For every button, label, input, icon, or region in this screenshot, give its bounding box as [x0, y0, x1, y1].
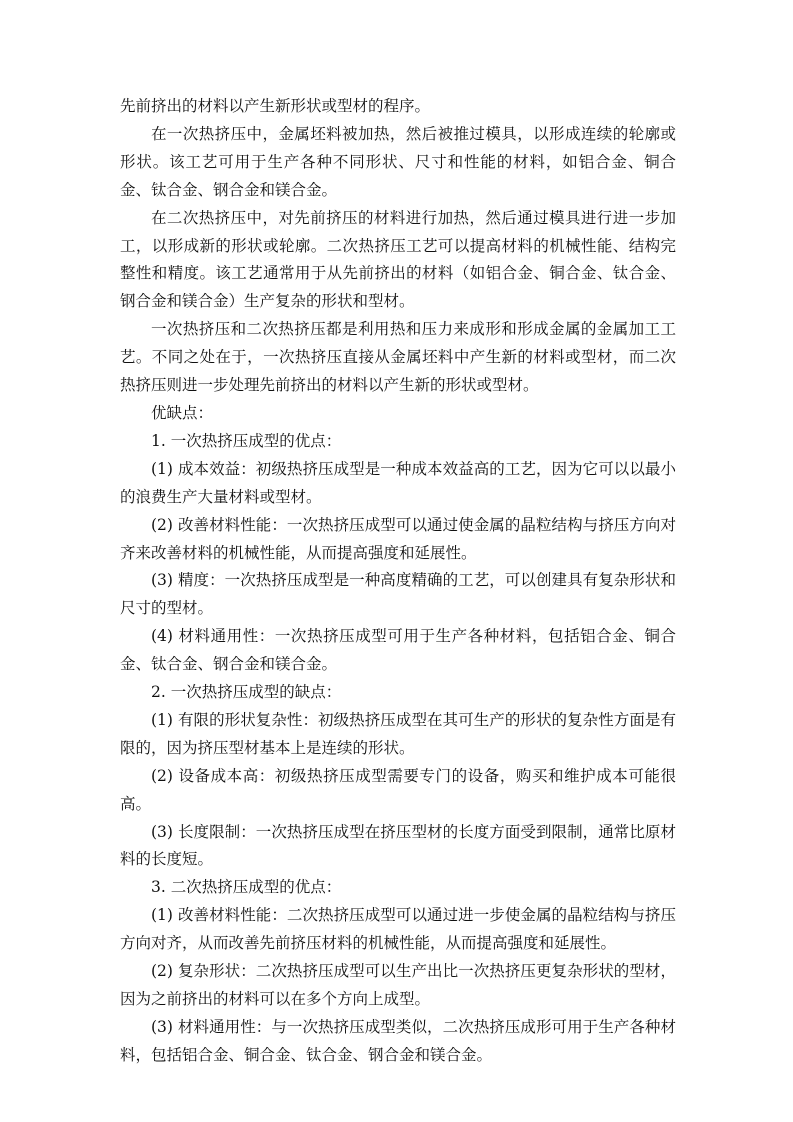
list-item: (4) 材料通用性：一次热挤压成型可用于生产各种材料，包括铝合金、铜合金、钛合金、钢合金和镁合金。: [120, 627, 676, 674]
paragraph-secondary-extrusion: 在二次热挤压中，对先前挤压的材料进行加热，然后通过模具进行进一步加工，以形成新的形状或轮廓。二次热挤压工艺可以提高材料的机械性能、结构完整性和精度。该工艺通常用于从先前挤出的材料（如铝合金、铜合金、钛合金、钢合金和镁合金）生产复杂的形状和型材。: [120, 208, 676, 311]
list-item: (3) 精度：一次热挤压成型是一种高度精确的工艺，可以创建具有复杂形状和尺寸的型材。: [120, 571, 676, 618]
list-item: (3) 长度限制：一次热挤压成型在挤压型材的长度方面受到限制，通常比原材料的长度短。: [120, 822, 676, 869]
document-page: [120, 93, 676, 1070]
heading-pros-cons: 优缺点：: [151, 403, 214, 422]
paragraph-primary-extrusion: 在一次热挤压中，金属坯料被加热，然后被推过模具，以形成连续的轮廓或形状。该工艺可用于生产各种不同形状、尺寸和性能的材料，如铝合金、铜合金、钛合金、钢合金和镁合金。: [120, 124, 676, 199]
list-item: (2) 复杂形状：二次热挤压成型可以生产出比一次热挤压更复杂形状的型材，因为之前挤出的材料可以在多个方向上成型。: [120, 962, 676, 1008]
paragraph-continuation: 先前挤出的材料以产生新形状或型材的程序。: [120, 97, 431, 115]
paragraph-comparison: 一次热挤压和二次热挤压都是利用热和压力来成形和形成金属的金属加工工艺。不同之处在于，一次热挤压直接从金属坯料中产生新的材料或型材，而二次热挤压则进一步处理先前挤出的材料以产生新的形状或型材。: [120, 320, 676, 395]
list-item: (1) 成本效益：初级热挤压成型是一种成本效益高的工艺，因为它可以以最小的浪费生产大量材料或型材。: [120, 459, 676, 506]
heading-secondary-advantages: 3. 二次热挤压成型的优点：: [151, 878, 342, 897]
list-item: (1) 有限的形状复杂性：初级热挤压成型在其可生产的形状的复杂性方面是有限的，因为挤压型材基本上是连续的形状。: [120, 710, 676, 757]
list-item: (1) 改善材料性能：二次热挤压成型可以通过进一步使金属的晶粒结构与挤压方向对齐，从而改善先前挤压材料的机械性能，从而提高强度和延展性。: [120, 906, 676, 953]
heading-primary-advantages: 1. 一次热挤压成型的优点：: [151, 431, 342, 450]
list-item: (3) 材料通用性：与一次热挤压成型类似，二次热挤压成形可用于生产各种材料，包括铝合金、铜合金、钛合金、钢合金和镁合金。: [120, 1017, 676, 1064]
list-item: (2) 设备成本高：初级热挤压成型需要专门的设备，购买和维护成本可能很高。: [120, 766, 676, 813]
list-item: (2) 改善材料性能：一次热挤压成型可以通过使金属的晶粒结构与挤压方向对齐来改善材料的机械性能，从而提高强度和延展性。: [120, 515, 676, 562]
heading-primary-disadvantages: 2. 一次热挤压成型的缺点：: [151, 683, 342, 702]
